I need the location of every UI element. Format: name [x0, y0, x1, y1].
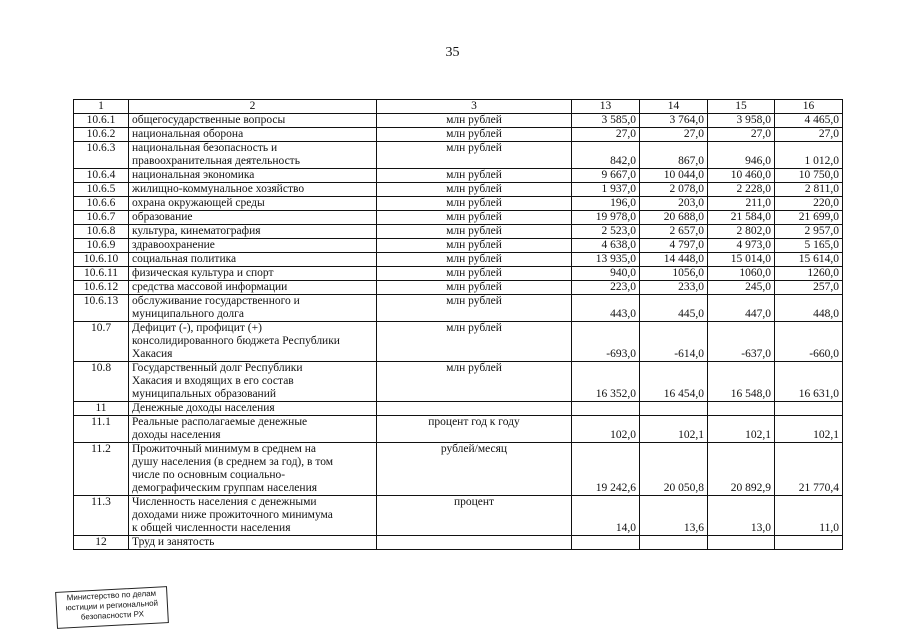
row-name-line: Прожиточный минимум в среднем на: [132, 443, 317, 455]
row-name-line: доходами ниже прожиточного минимума: [132, 509, 333, 521]
row-name: [129, 142, 377, 169]
value-cell: 15 614,0: [775, 253, 843, 267]
row-name: [129, 128, 377, 142]
value-cell: 19 978,0: [572, 211, 640, 225]
table-row: [74, 362, 843, 402]
row-unit: млн рублей: [377, 169, 572, 183]
row-name: [129, 169, 377, 183]
row-name-line: национальная безопасность и: [132, 142, 278, 154]
table-row: [74, 281, 843, 295]
value-cell: [775, 402, 843, 416]
row-code: 10.6.12: [74, 281, 129, 295]
row-name-line: Денежные доходы населения: [132, 402, 275, 414]
row-name: [129, 443, 377, 496]
row-unit: [377, 536, 572, 550]
row-name-line: Хакасия: [132, 348, 173, 360]
row-name-line: консолидированного бюджета Республики: [132, 335, 340, 347]
row-name: [129, 197, 377, 211]
value-cell: 20 050,8: [640, 443, 708, 496]
stamp-line: безопасности РХ: [80, 609, 145, 622]
value-cell: 2 078,0: [640, 183, 708, 197]
value-cell: 233,0: [640, 281, 708, 295]
value-cell: [572, 536, 640, 550]
value-cell: [775, 536, 843, 550]
table-row: [74, 225, 843, 239]
value-cell: 20 688,0: [640, 211, 708, 225]
value-cell: 196,0: [572, 197, 640, 211]
row-name-line: жилищно-коммунальное хозяйство: [132, 183, 305, 195]
value-cell: [708, 536, 775, 550]
column-header: 13: [572, 100, 640, 114]
value-cell: 102,1: [640, 416, 708, 443]
table-row: [74, 239, 843, 253]
value-cell: 867,0: [640, 142, 708, 169]
row-name-line: охрана окружающей среды: [132, 197, 265, 209]
value-cell: 102,0: [572, 416, 640, 443]
table-row: [74, 322, 843, 362]
row-unit: млн рублей: [377, 267, 572, 281]
value-cell: 2 802,0: [708, 225, 775, 239]
row-name-line: муниципального долга: [132, 308, 244, 320]
value-cell: 2 657,0: [640, 225, 708, 239]
value-cell: 27,0: [640, 128, 708, 142]
value-cell: 27,0: [708, 128, 775, 142]
row-name-line: демографическим группам населения: [132, 482, 318, 494]
row-unit: млн рублей: [377, 225, 572, 239]
row-name-line: образование: [132, 211, 193, 223]
value-cell: 16 548,0: [708, 362, 775, 402]
row-unit: процент: [377, 496, 572, 536]
row-name: [129, 281, 377, 295]
row-unit: процент год к году: [377, 416, 572, 443]
value-cell: 102,1: [775, 416, 843, 443]
row-name-line: числе по основным социально-: [132, 469, 286, 481]
row-unit: млн рублей: [377, 322, 572, 362]
table-row: [74, 402, 843, 416]
row-name-line: национальная оборона: [132, 128, 244, 140]
value-cell: 257,0: [775, 281, 843, 295]
value-cell: 102,1: [708, 416, 775, 443]
value-cell: [572, 402, 640, 416]
row-unit: млн рублей: [377, 114, 572, 128]
row-unit: млн рублей: [377, 197, 572, 211]
table-row: [74, 183, 843, 197]
value-cell: 9 667,0: [572, 169, 640, 183]
value-cell: 3 585,0: [572, 114, 640, 128]
value-cell: 27,0: [572, 128, 640, 142]
row-name-line: физическая культура и спорт: [132, 267, 274, 279]
row-unit: млн рублей: [377, 281, 572, 295]
row-code: 11.3: [74, 496, 129, 536]
value-cell: 940,0: [572, 267, 640, 281]
value-cell: 13 935,0: [572, 253, 640, 267]
row-code: 10.6.13: [74, 295, 129, 322]
value-cell: 2 523,0: [572, 225, 640, 239]
table-row: [74, 267, 843, 281]
row-code: 10.6.1: [74, 114, 129, 128]
value-cell: 4 797,0: [640, 239, 708, 253]
column-header: 1: [74, 100, 129, 114]
value-cell: 21 770,4: [775, 443, 843, 496]
row-name-line: здравоохранение: [132, 239, 215, 251]
row-name: [129, 402, 377, 416]
value-cell: 1 937,0: [572, 183, 640, 197]
value-cell: 1260,0: [775, 267, 843, 281]
row-code: 10.6.11: [74, 267, 129, 281]
row-name: [129, 211, 377, 225]
row-name: [129, 114, 377, 128]
row-name-line: правоохранительная деятельность: [132, 155, 300, 167]
value-cell: 4 465,0: [775, 114, 843, 128]
value-cell: 10 750,0: [775, 169, 843, 183]
value-cell: 21 584,0: [708, 211, 775, 225]
row-name-line: Дефицит (-), профицит (+): [132, 322, 262, 334]
row-name-line: Численность населения с денежными: [132, 496, 317, 508]
value-cell: 16 352,0: [572, 362, 640, 402]
table-row: [74, 114, 843, 128]
row-name-line: национальная экономика: [132, 169, 255, 181]
value-cell: 245,0: [708, 281, 775, 295]
row-name-line: душу населения (в среднем за год), в том: [132, 456, 333, 468]
value-cell: 1056,0: [640, 267, 708, 281]
value-cell: 10 460,0: [708, 169, 775, 183]
row-unit: млн рублей: [377, 253, 572, 267]
value-cell: 13,6: [640, 496, 708, 536]
table-row: [74, 496, 843, 536]
column-header: 14: [640, 100, 708, 114]
value-cell: 5 165,0: [775, 239, 843, 253]
value-cell: 447,0: [708, 295, 775, 322]
column-header: 3: [377, 100, 572, 114]
row-unit: млн рублей: [377, 295, 572, 322]
table-row: [74, 443, 843, 496]
row-unit: млн рублей: [377, 142, 572, 169]
row-code: 10.6.10: [74, 253, 129, 267]
row-name: [129, 253, 377, 267]
column-header: 16: [775, 100, 843, 114]
row-code: 10.6.9: [74, 239, 129, 253]
stamp-line: Министерство по делам: [66, 588, 157, 603]
value-cell: 1 012,0: [775, 142, 843, 169]
table-row: [74, 211, 843, 225]
row-code: 10.7: [74, 322, 129, 362]
row-code: 10.6.2: [74, 128, 129, 142]
row-unit: млн рублей: [377, 211, 572, 225]
row-name-line: Хакасия и входящих в его состав: [132, 375, 294, 387]
indicators-table: [73, 99, 843, 550]
table-row: [74, 197, 843, 211]
value-cell: 842,0: [572, 142, 640, 169]
row-code: 10.6.6: [74, 197, 129, 211]
row-name: [129, 267, 377, 281]
ministry-stamp: [55, 586, 169, 629]
row-name-line: средства массовой информации: [132, 281, 288, 293]
row-name: [129, 362, 377, 402]
row-name: [129, 536, 377, 550]
row-name: [129, 496, 377, 536]
value-cell: 3 764,0: [640, 114, 708, 128]
value-cell: 21 699,0: [775, 211, 843, 225]
value-cell: 946,0: [708, 142, 775, 169]
row-code: 11.1: [74, 416, 129, 443]
value-cell: 1060,0: [708, 267, 775, 281]
row-name-line: муниципальных образований: [132, 388, 277, 400]
row-name-line: общегосударственные вопросы: [132, 114, 286, 126]
row-code: 12: [74, 536, 129, 550]
value-cell: 448,0: [775, 295, 843, 322]
value-cell: [640, 402, 708, 416]
value-cell: 16 631,0: [775, 362, 843, 402]
value-cell: [708, 402, 775, 416]
value-cell: 15 014,0: [708, 253, 775, 267]
value-cell: -660,0: [775, 322, 843, 362]
page-number: 35: [445, 45, 460, 60]
value-cell: 11,0: [775, 496, 843, 536]
row-code: 10.6.5: [74, 183, 129, 197]
row-unit: млн рублей: [377, 183, 572, 197]
row-name-line: Государственный долг Республики: [132, 362, 303, 374]
row-code: 10.6.3: [74, 142, 129, 169]
row-name-line: Реальные располагаемые денежные: [132, 416, 308, 428]
value-cell: 203,0: [640, 197, 708, 211]
row-unit: рублей/месяц: [377, 443, 572, 496]
table-row: [74, 169, 843, 183]
value-cell: 2 228,0: [708, 183, 775, 197]
value-cell: 2 811,0: [775, 183, 843, 197]
column-header: 15: [708, 100, 775, 114]
row-unit: млн рублей: [377, 239, 572, 253]
row-name: [129, 225, 377, 239]
row-code: 10.6.7: [74, 211, 129, 225]
value-cell: -614,0: [640, 322, 708, 362]
row-name-line: обслуживание государственного и: [132, 295, 300, 307]
header-row: [74, 100, 843, 114]
value-cell: 16 454,0: [640, 362, 708, 402]
row-code: 11.2: [74, 443, 129, 496]
column-header: 2: [129, 100, 377, 114]
value-cell: 4 973,0: [708, 239, 775, 253]
value-cell: 10 044,0: [640, 169, 708, 183]
table-row: [74, 416, 843, 443]
value-cell: 443,0: [572, 295, 640, 322]
row-name: [129, 183, 377, 197]
value-cell: 20 892,9: [708, 443, 775, 496]
row-name-line: культура, кинематография: [132, 225, 261, 237]
table-row: [74, 142, 843, 169]
value-cell: 4 638,0: [572, 239, 640, 253]
value-cell: 27,0: [775, 128, 843, 142]
row-name-line: социальная политика: [132, 253, 237, 265]
value-cell: 19 242,6: [572, 443, 640, 496]
row-unit: млн рублей: [377, 362, 572, 402]
table-row: [74, 295, 843, 322]
row-name: [129, 239, 377, 253]
table-row: [74, 128, 843, 142]
row-unit: [377, 402, 572, 416]
value-cell: [640, 536, 708, 550]
row-name: [129, 322, 377, 362]
row-name-line: доходы населения: [132, 429, 221, 441]
table-row: [74, 536, 843, 550]
row-code: 10.6.8: [74, 225, 129, 239]
row-name-line: к общей численности населения: [132, 522, 291, 534]
row-name: [129, 295, 377, 322]
value-cell: 13,0: [708, 496, 775, 536]
value-cell: 223,0: [572, 281, 640, 295]
value-cell: -637,0: [708, 322, 775, 362]
value-cell: 220,0: [775, 197, 843, 211]
value-cell: 2 957,0: [775, 225, 843, 239]
value-cell: 14,0: [572, 496, 640, 536]
value-cell: 211,0: [708, 197, 775, 211]
row-code: 11: [74, 402, 129, 416]
table-row: [74, 253, 843, 267]
row-name-line: Труд и занятость: [132, 536, 215, 548]
value-cell: 14 448,0: [640, 253, 708, 267]
row-code: 10.6.4: [74, 169, 129, 183]
row-code: 10.8: [74, 362, 129, 402]
stamp-line: юстиции и региональной: [65, 598, 159, 613]
row-name: [129, 416, 377, 443]
value-cell: 3 958,0: [708, 114, 775, 128]
row-unit: млн рублей: [377, 128, 572, 142]
value-cell: 445,0: [640, 295, 708, 322]
value-cell: -693,0: [572, 322, 640, 362]
